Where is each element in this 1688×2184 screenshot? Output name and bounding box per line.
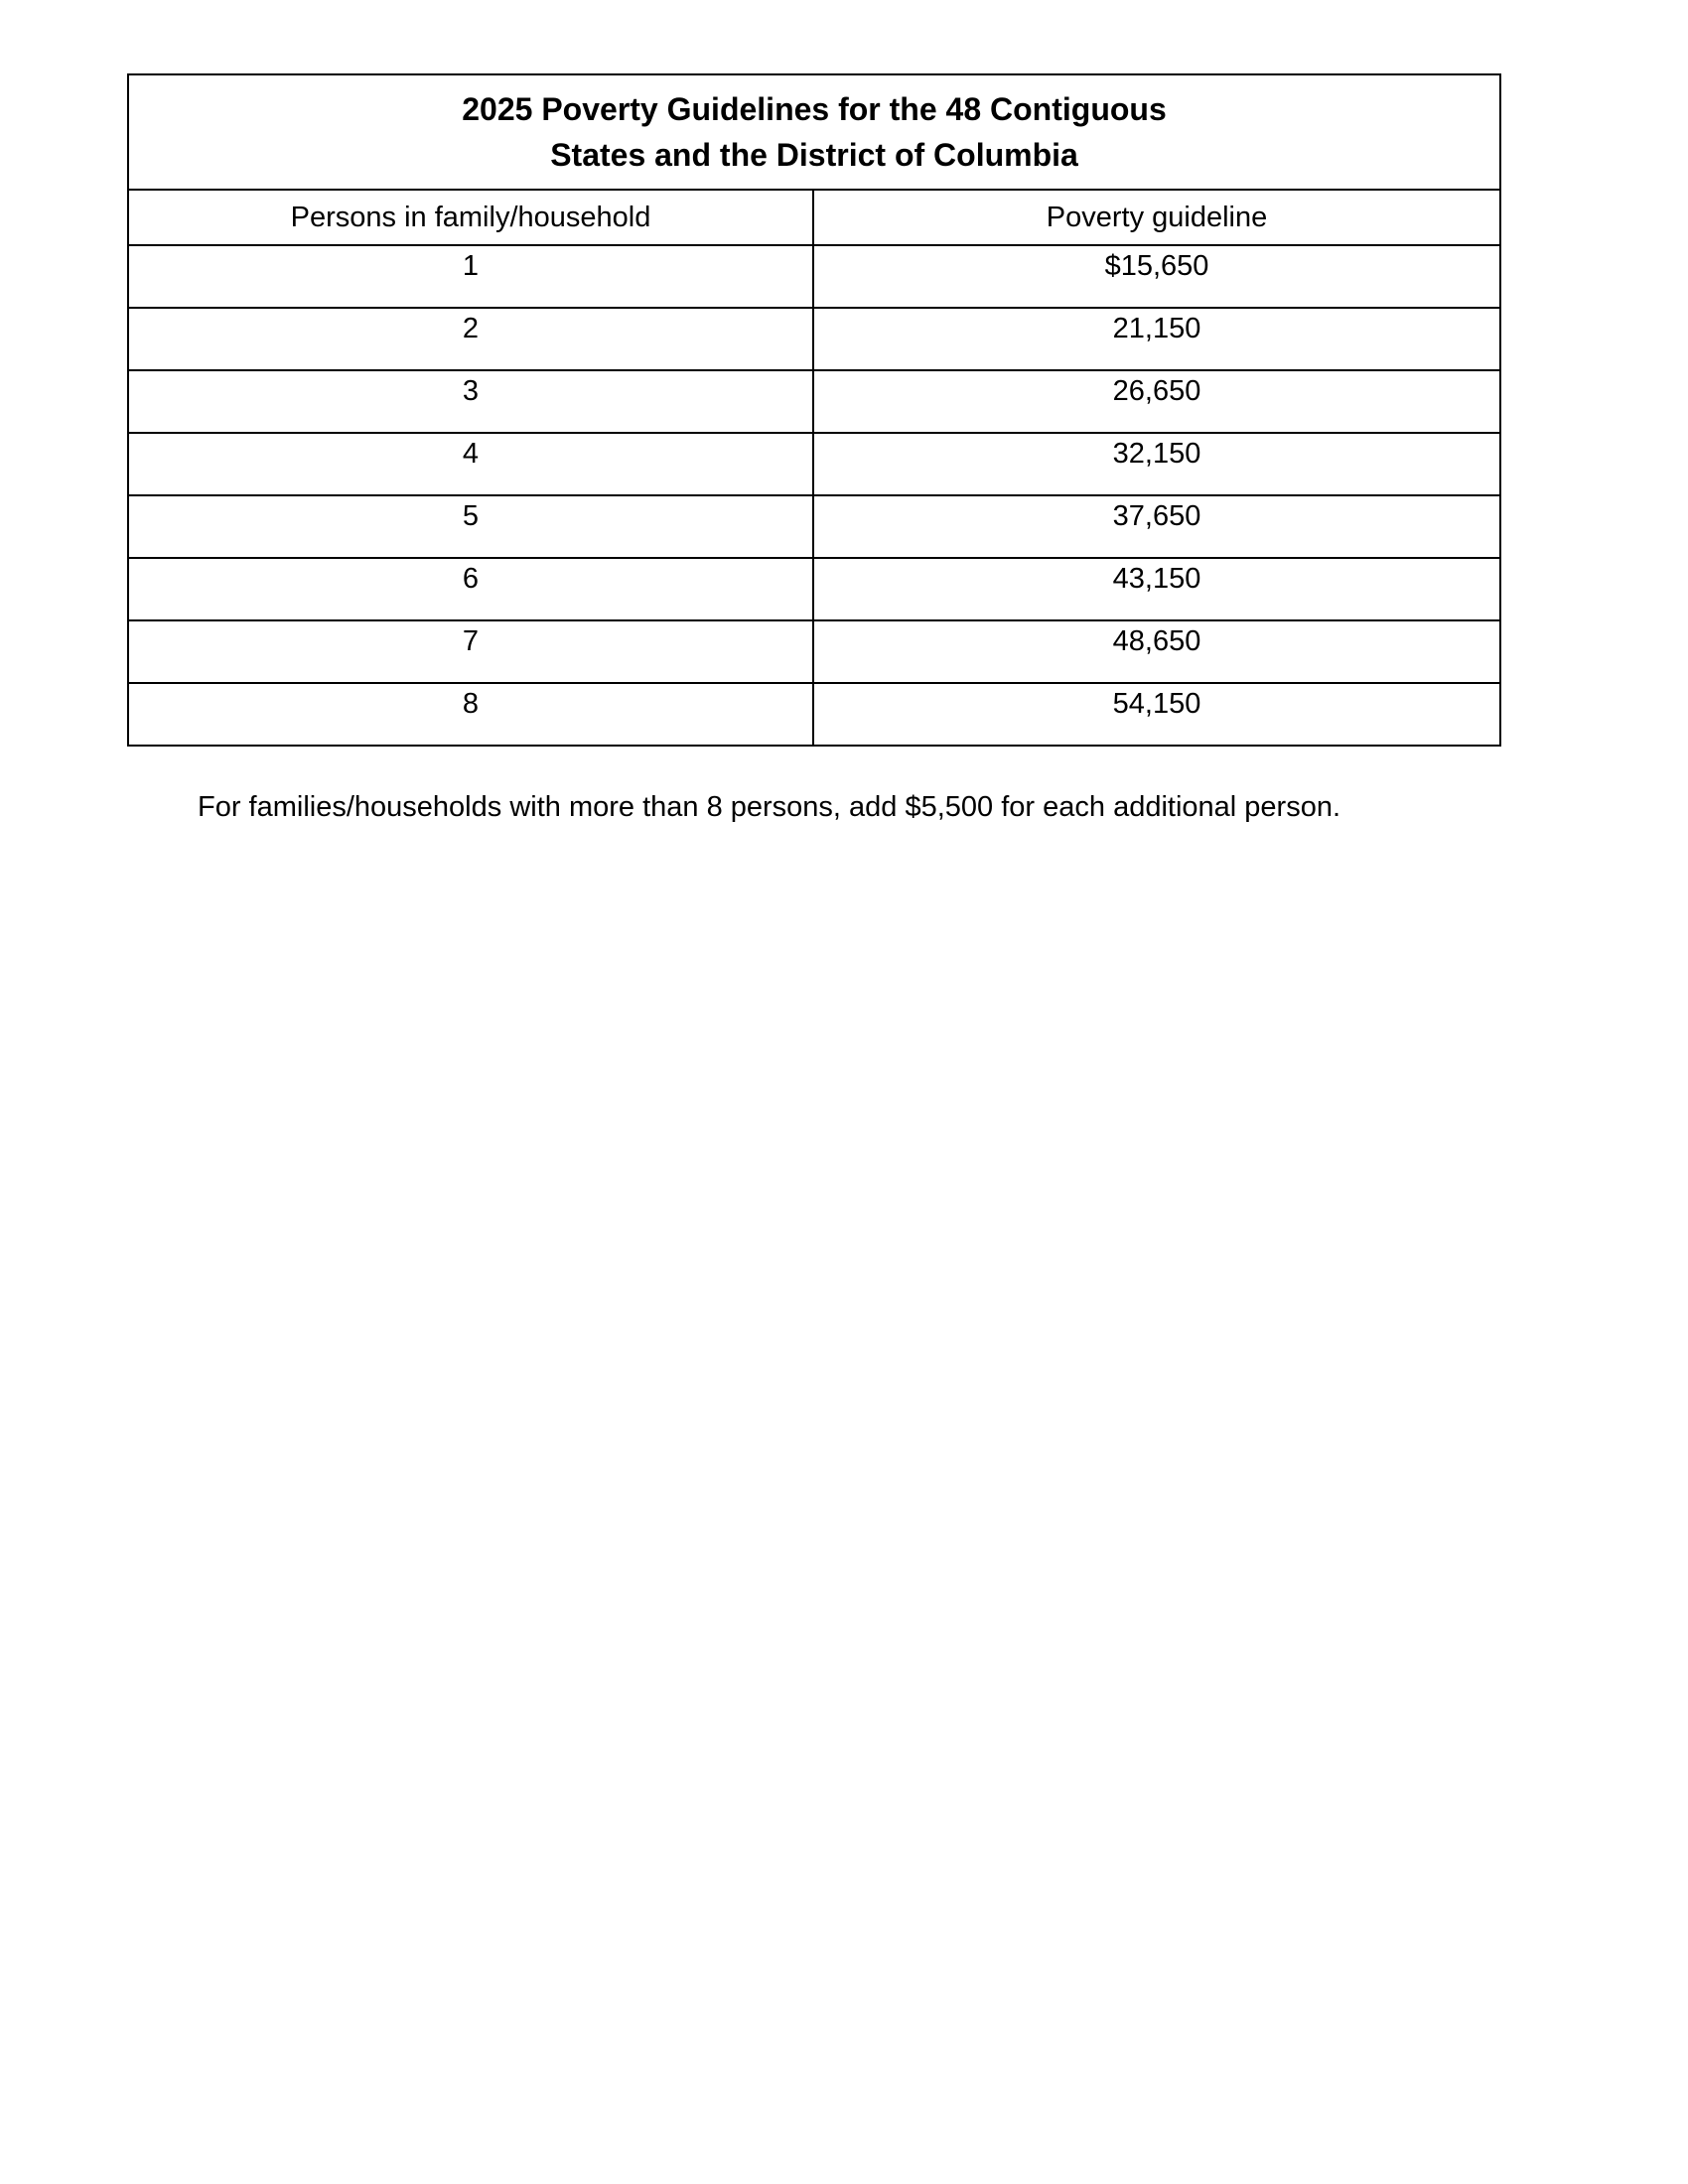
table-row: [128, 558, 1500, 620]
table-row: [128, 495, 1500, 558]
table-row: [128, 683, 1500, 746]
guideline-cell: 21,150: [813, 308, 1500, 370]
guideline-cell: 54,150: [813, 683, 1500, 746]
table-row: [128, 370, 1500, 433]
table-row: [128, 308, 1500, 370]
persons-cell: 3: [128, 370, 813, 433]
table-title-line-2: States and the District of Columbia: [550, 137, 1078, 173]
persons-cell: 5: [128, 495, 813, 558]
column-header-guideline: Poverty guideline: [813, 190, 1500, 245]
guideline-cell: $15,650: [813, 245, 1500, 308]
persons-cell: 1: [128, 245, 813, 308]
guideline-cell: 26,650: [813, 370, 1500, 433]
table-row: [128, 620, 1500, 683]
guideline-cell: 43,150: [813, 558, 1500, 620]
persons-cell: 4: [128, 433, 813, 495]
column-header-persons: Persons in family/household: [128, 190, 813, 245]
table-header-row: [128, 190, 1500, 245]
guideline-cell: 37,650: [813, 495, 1500, 558]
table-title-row: [128, 74, 1500, 190]
poverty-guidelines-table: [127, 73, 1501, 747]
table-row: [128, 433, 1500, 495]
guideline-cell: 48,650: [813, 620, 1500, 683]
table-title-line-1: 2025 Poverty Guidelines for the 48 Contiguous: [462, 91, 1167, 127]
table-title: [128, 74, 1500, 190]
persons-cell: 7: [128, 620, 813, 683]
footnote: For families/households with more than 8 persons, add $5,500 for each additional person.: [198, 791, 1341, 823]
persons-cell: 6: [128, 558, 813, 620]
persons-cell: 2: [128, 308, 813, 370]
table-row: [128, 245, 1500, 308]
persons-cell: 8: [128, 683, 813, 746]
guideline-cell: 32,150: [813, 433, 1500, 495]
